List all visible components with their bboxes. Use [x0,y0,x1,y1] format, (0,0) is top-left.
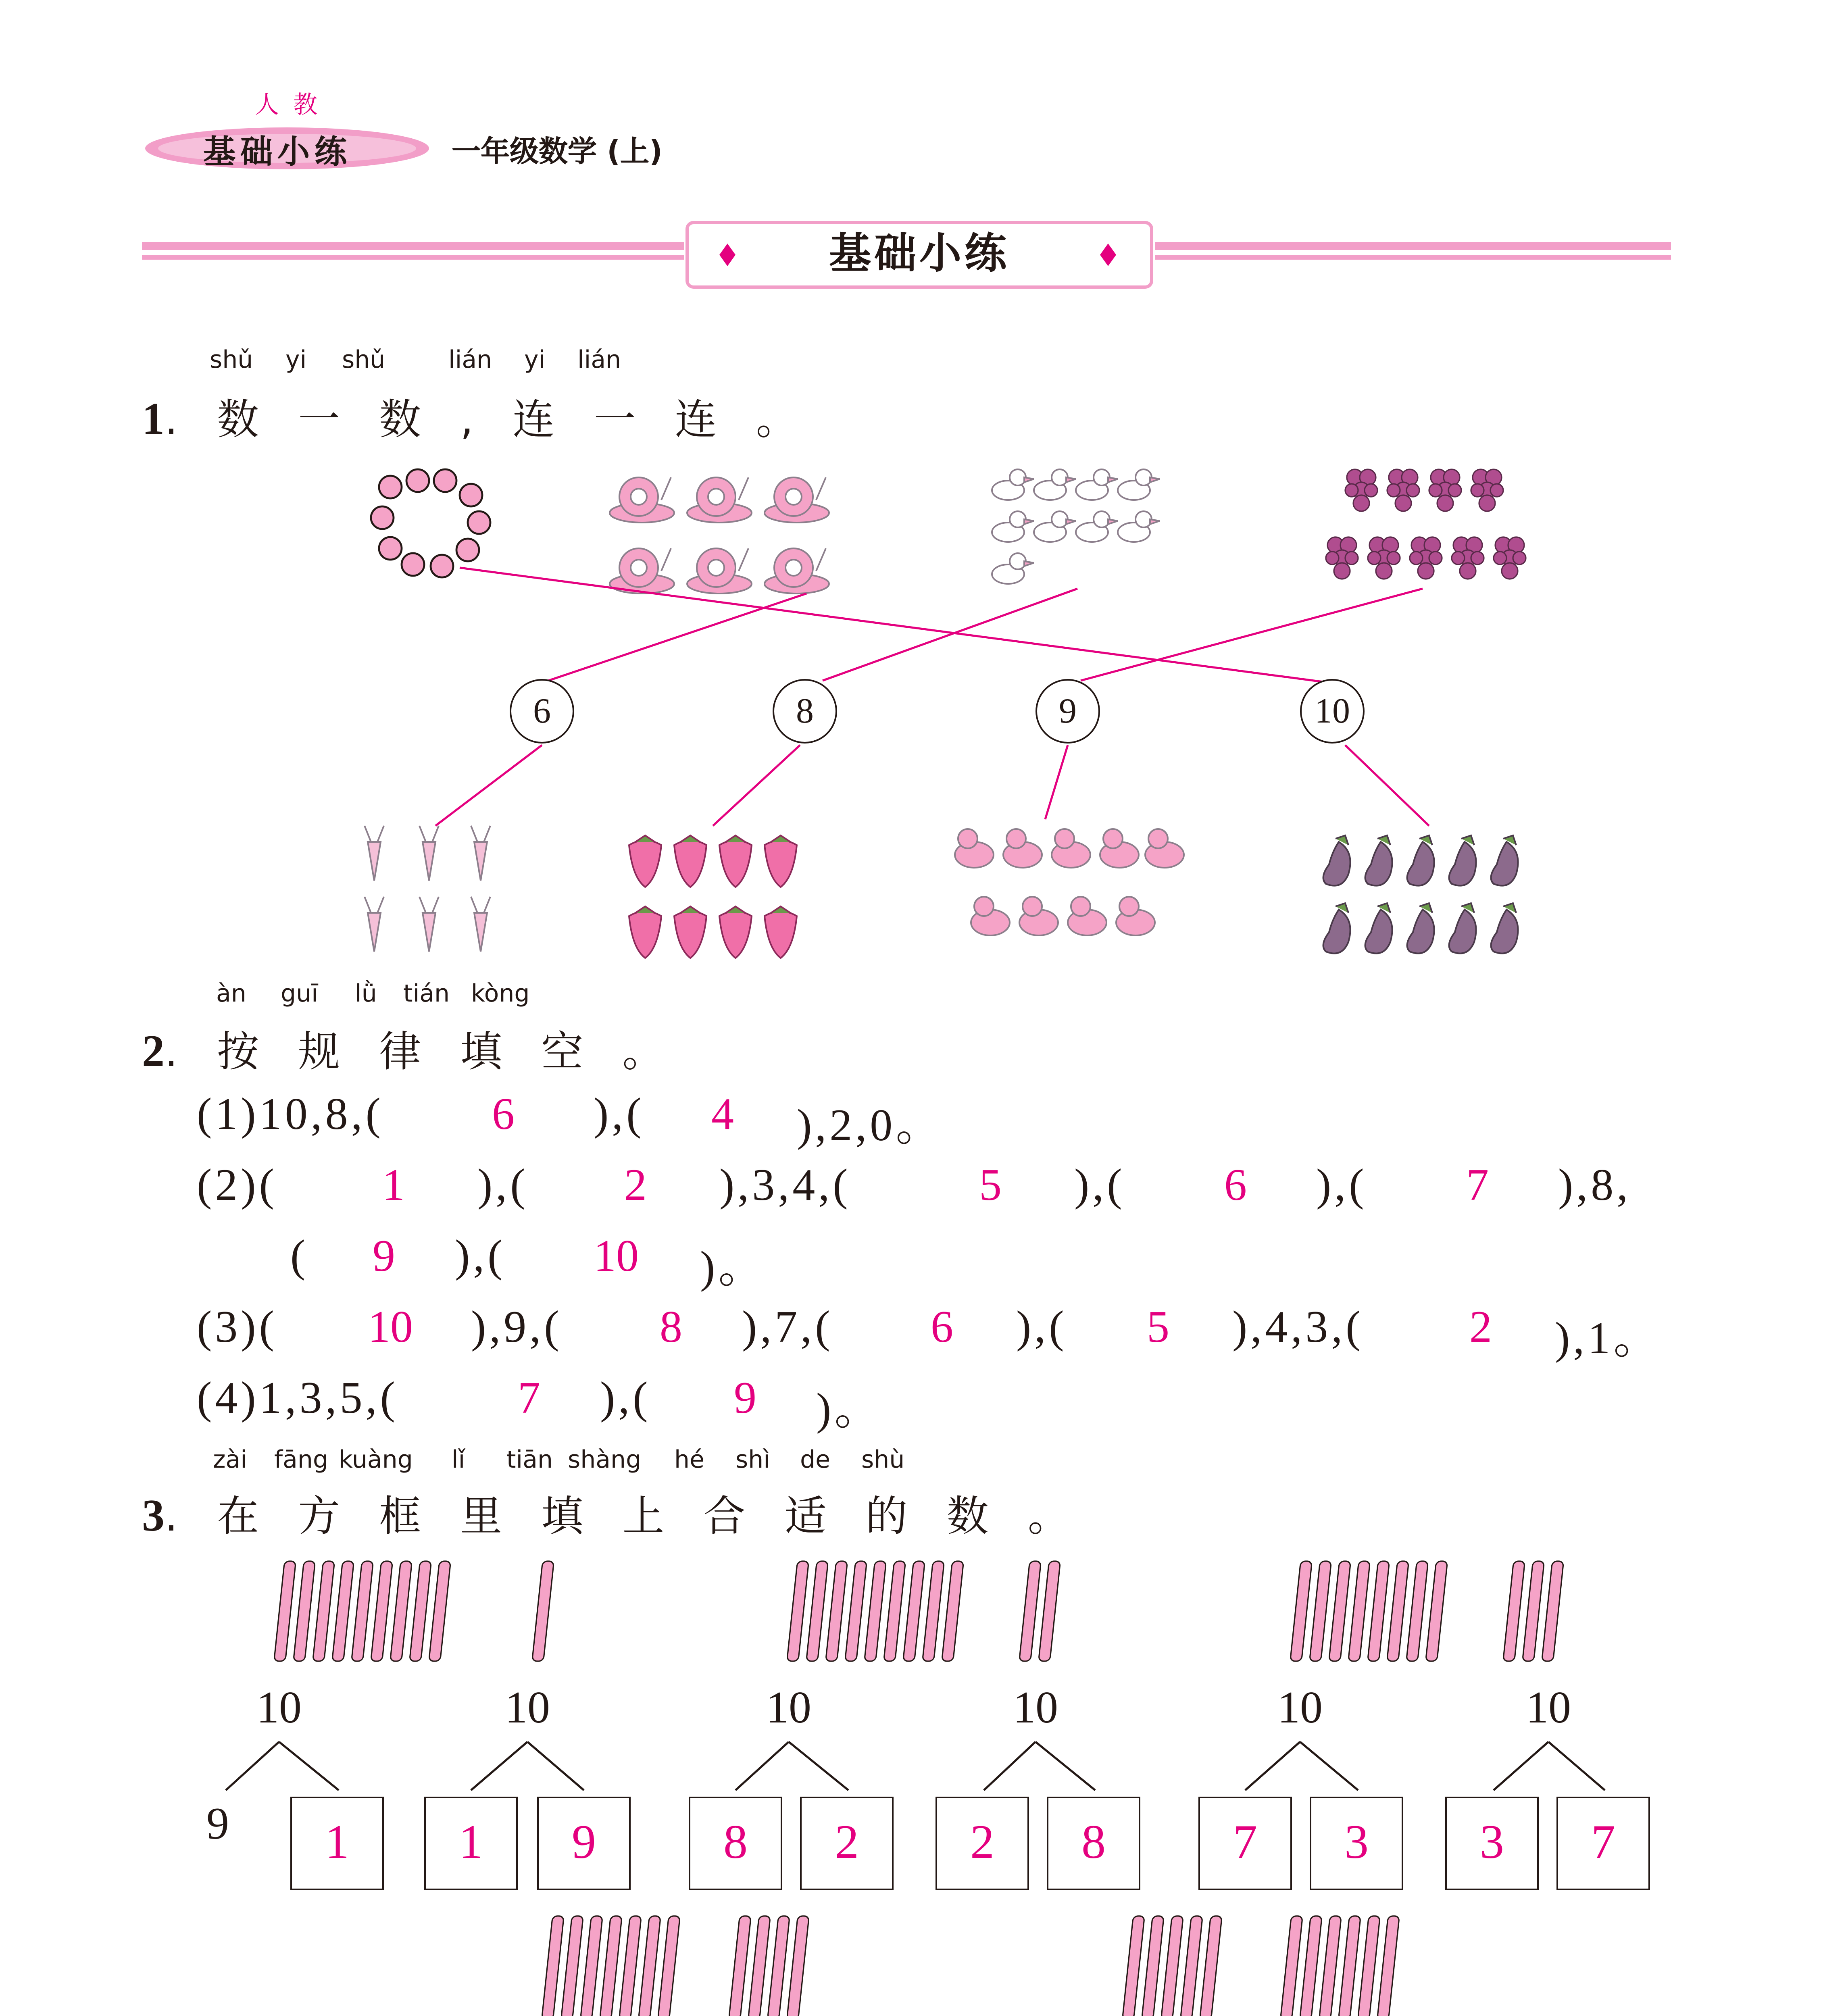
sequence-text: ),9,( [471,1303,563,1353]
pinyin: yi [285,345,307,374]
question-title: . 按 规 律 填 空 。 [165,1029,677,1077]
grade-subtitle: 一年级数学 (上) [452,135,663,169]
answer-box: 2 [800,1797,894,1890]
pinyin: lián [577,345,621,374]
sequence-text: ),1。 [1555,1314,1662,1364]
sequence-text: (3)( [197,1303,277,1353]
answer-box: 8 [689,1797,782,1890]
pinyin: shù [861,1445,905,1474]
answer-box: 7 [1556,1797,1650,1890]
answer-box: 3 [1310,1797,1403,1890]
answer-value: 7 [518,1374,540,1424]
pinyin: guī [281,979,318,1008]
whole-number: 10 [256,1684,302,1734]
sequence-text: (4)1,3,5,( [197,1374,398,1424]
sequence-text: ),( [1074,1161,1125,1211]
pinyin: lián [448,345,492,374]
answer-box: 8 [1047,1797,1140,1890]
sequence-text: )。 [700,1243,767,1293]
answer-value: 10 [368,1303,413,1353]
answer-value: 4 [711,1090,734,1140]
number-circle: 9 [1036,679,1100,744]
pinyin: kòng [471,979,530,1008]
pinyin: lǐ [452,1445,465,1474]
answer-value: 7 [1466,1161,1489,1211]
sequence-text: ),( [477,1161,529,1211]
whole-number: 10 [1277,1684,1323,1734]
pinyin: zài [213,1445,247,1474]
pinyin: shǔ [342,345,385,374]
sequence-text: ),4,3,( [1232,1303,1364,1353]
pinyin: yi [524,345,546,374]
sequence-text: (2)( [197,1161,277,1211]
pinyin: tián [403,979,450,1008]
number-circle: 8 [773,679,837,744]
answer-value: 5 [1147,1303,1169,1353]
sequence-text: ),7,( [742,1303,833,1353]
pinyin: kuàng [339,1445,413,1474]
sequence-text: (1)10,8,( [197,1090,384,1140]
answer-box: 9 [537,1797,631,1890]
whole-number: 10 [505,1684,550,1734]
answer-value: 9 [373,1232,395,1282]
answer-value: 6 [931,1303,953,1353]
answer-box: 2 [936,1797,1029,1890]
given-part: 9 [206,1800,229,1850]
answer-box: 3 [1445,1797,1539,1890]
answer-value: 9 [734,1374,756,1424]
answer-value: 2 [1469,1303,1492,1353]
answer-box: 7 [1198,1797,1292,1890]
pinyin: shì [735,1445,770,1474]
sequence-text: ),8, [1558,1161,1631,1211]
answer-value: 6 [1224,1161,1247,1211]
whole-number: 10 [766,1684,811,1734]
answer-value: 5 [979,1161,1002,1211]
question-title: . 在 方 框 里 填 上 合 适 的 数 。 [165,1493,1083,1542]
sequence-text: )。 [816,1385,883,1435]
answer-box: 1 [290,1797,384,1890]
sequence-text: ),( [594,1090,645,1140]
pinyin: hé [674,1445,704,1474]
series-title: 基础小练 [203,132,352,171]
pinyin: de [800,1445,830,1474]
sequence-text: ),( [1316,1161,1367,1211]
pinyin: shǔ [210,345,253,374]
section-title: 基础小练 [829,231,1010,279]
sequence-text: ),( [455,1232,506,1282]
pinyin: tiān [506,1445,553,1474]
answer-value: 10 [594,1232,639,1282]
answer-value: 2 [624,1161,647,1211]
pinyin: shàng [568,1445,642,1474]
number-circle: 6 [510,679,574,744]
number-circle: 10 [1300,679,1365,744]
pinyin: fāng [274,1445,329,1474]
question-number: 3 [142,1492,165,1542]
pinyin: lǜ [355,979,377,1008]
publisher-label: 人 教 [255,90,321,119]
sequence-text: ),3,4,( [719,1161,851,1211]
sequence-text: ),( [600,1374,651,1424]
answer-box: 1 [424,1797,518,1890]
answer-value: 1 [382,1161,405,1211]
pinyin: àn [216,979,246,1008]
sequence-text: ),( [1016,1303,1067,1353]
question-number: 1 [142,395,165,445]
answer-value: 6 [492,1090,515,1140]
sequence-text: ),2,0。 [797,1102,944,1152]
sequence-text: ( [290,1232,309,1282]
whole-number: 10 [1013,1684,1058,1734]
answer-value: 8 [660,1303,682,1353]
whole-number: 10 [1526,1684,1571,1734]
question-title: . 数 一 数 , 连 一 连 。 [165,397,811,445]
question-number: 2 [142,1027,165,1077]
